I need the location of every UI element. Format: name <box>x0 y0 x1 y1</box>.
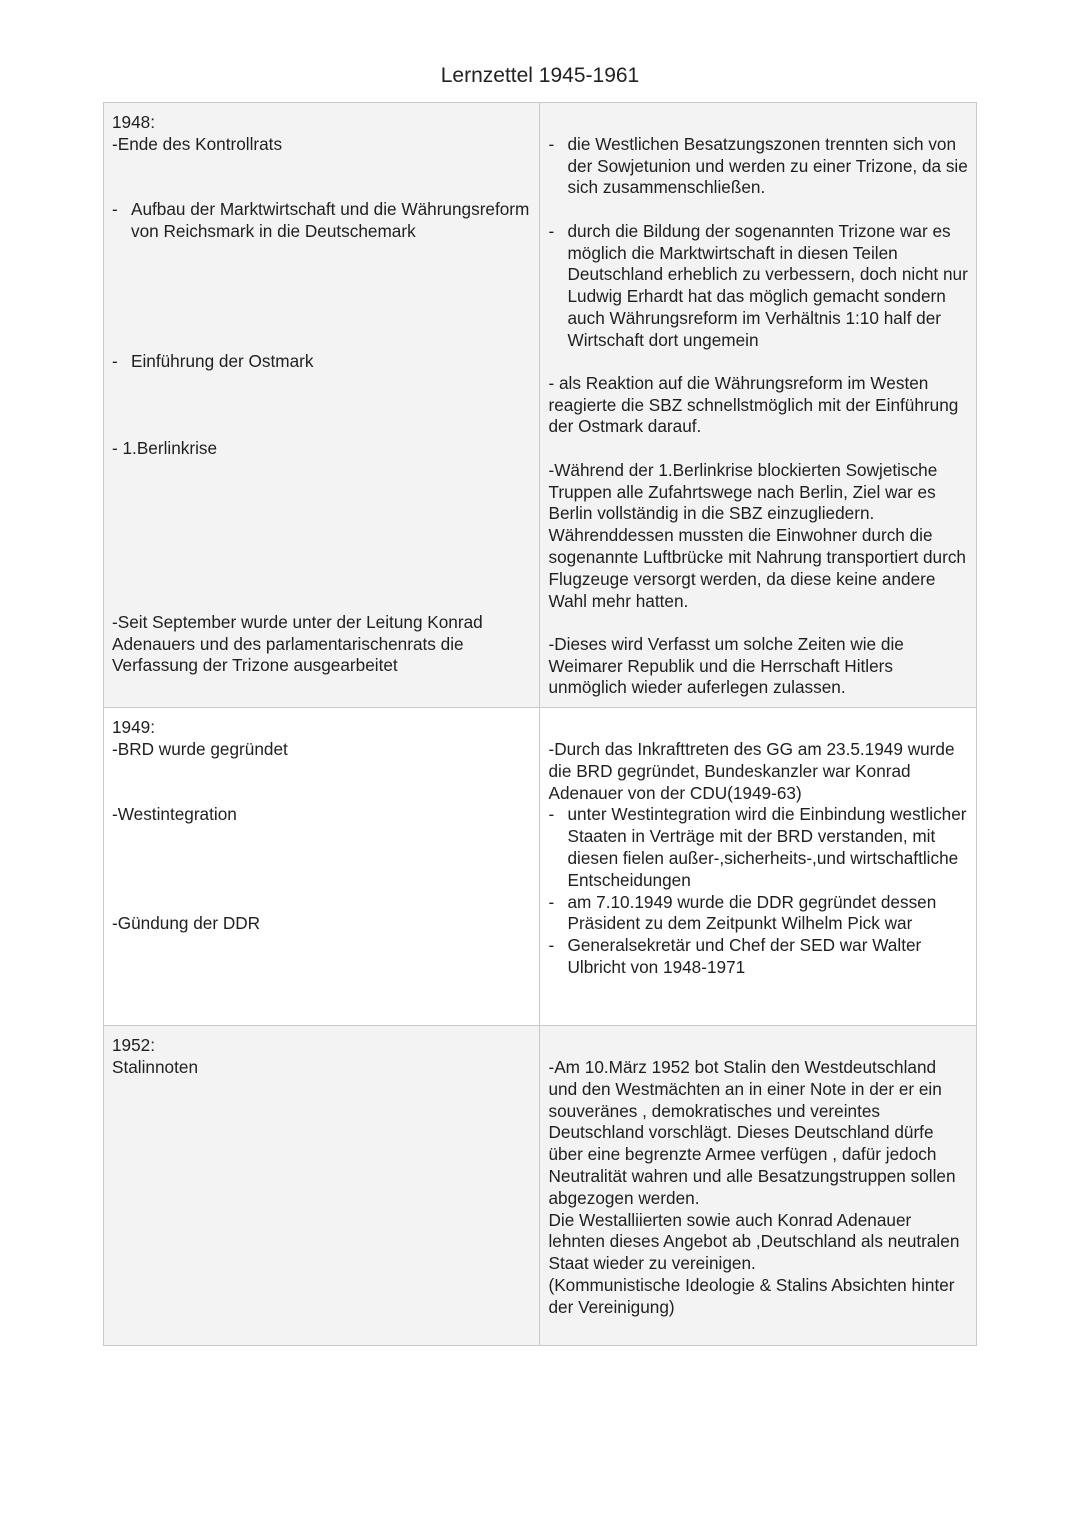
section-1952-events <box>104 1026 540 1346</box>
note-stalinnote: -Am 10.März 1952 bot Stalin den Westdeutschland und den Westmächten an in einer Note in der er ein souveränes , demokratisches und vereintes Deutschland vorschlägt. Dieses Deutschland dürfe über eine begrenzte Armee verfügen , dafür jedoch Neutralität wahren und alle Besatzungstruppen sollen abgezogen werden. <box>548 1056 956 1208</box>
year-label: 1949: <box>112 717 156 738</box>
note-marktwirtschaft: - durch die Bildung der sogenannten Trizone war es möglich die Marktwirtschaft in diesen Teilen Deutschland erheblich zu verbessern, doch nicht nur Ludwig Erhardt hat das möglich gemacht sondern auch Währungsreform im Verhältnis 1:10 half der Wirtschaft dort ungemein <box>548 221 968 373</box>
note-ablehnung: Die Westalliierten sowie auch Konrad Adenauer lehnten dieses Angebot ab ,Deutschland als neutralen Staat wieder zu vereinigen. <box>548 1209 960 1274</box>
note-ostmark-reaktion: - als Reaktion auf die Währungsreform im Westen reagierte die SBZ schnellstmöglich mit der Einführung der Ostmark darauf. <box>548 372 959 437</box>
note-luftbruecke: -Während der 1.Berlinkrise blockierten Sowjetische Truppen alle Zufahrtswege nach Berlin, Ziel war es Berlin vollständig in die SBZ einzugliedern. Währenddessen mussten die Einwohner durch die sogenannte Luftbrücke mit Nahrung transportiert durch Flugzeuge versorgt werden, da diese keine andere Wahl mehr hatten. <box>548 459 966 611</box>
section-1948-explanations <box>540 103 977 708</box>
note-ideologie: (Kommunistische Ideologie & Stalins Absichten hinter der Vereinigung) <box>548 1274 955 1317</box>
note-verfassung: -Dieses wird Verfasst um solche Zeiten wie die Weimarer Republik und die Herrschaft Hitlers unmöglich wieder auferlegen zulassen. <box>548 633 904 698</box>
note-sed: - Generalsekretär und Chef der SED war Walter Ulbricht von 1948-1971 <box>548 935 968 979</box>
note-ddr-gruendung: - am 7.10.1949 wurde die DDR gegründet dessen Präsident zu dem Zeitpunkt Wilhelm Pick war <box>548 892 968 936</box>
section-1949-events <box>104 708 540 1026</box>
event-brd: -BRD wurde gegründet <box>112 738 288 759</box>
page-title: Lernzettel 1945-1961 <box>440 64 640 87</box>
year-label: 1952: <box>112 1035 156 1056</box>
event-berlinkrise: - 1.Berlinkrise <box>112 437 218 458</box>
section-1952-explanations <box>540 1026 977 1346</box>
event-ende-kontrollrat: -Ende des Kontrollrats <box>112 133 283 154</box>
timeline-table <box>103 102 977 1346</box>
section-1949 <box>104 708 977 1026</box>
event-ostmark: - Einführung der Ostmark <box>112 351 531 438</box>
event-marktwirtschaft: - Aufbau der Marktwirtschaft und die Währungsreform von Reichsmark in die Deutschemark <box>112 199 531 351</box>
note-westintegration: - unter Westintegration wird die Einbindung westlicher Staaten in Verträge mit der BRD verstanden, mit diesen fielen außer-,sicherheits-,und wirtschaftliche Entscheidungen <box>548 804 968 891</box>
note-trizone: - die Westlichen Besatzungszonen trennten sich von der Sowjetunion und werden zu einer Trizone, da sie sich zusammenschließen. <box>548 134 968 221</box>
event-ddr: -Gündung der DDR <box>112 912 261 933</box>
section-1948-events <box>104 103 540 708</box>
section-1952 <box>104 1026 977 1346</box>
event-westintegration: -Westintegration <box>112 803 237 824</box>
section-1949-explanations <box>540 708 977 1026</box>
section-1948 <box>104 103 977 708</box>
year-label: 1948: <box>112 112 156 132</box>
event-stalinnoten: Stalinnoten <box>112 1056 199 1077</box>
note-grundgesetz: -Durch das Inkrafttreten des GG am 23.5.1949 wurde die BRD gegründet, Bundeskanzler war Konrad Adenauer von der CDU(1949-63) <box>548 738 955 803</box>
event-verfassung: -Seit September wurde unter der Leitung Konrad Adenauers und des parlamentarischenrats die Verfassung der Trizone ausgearbeitet <box>112 611 483 676</box>
